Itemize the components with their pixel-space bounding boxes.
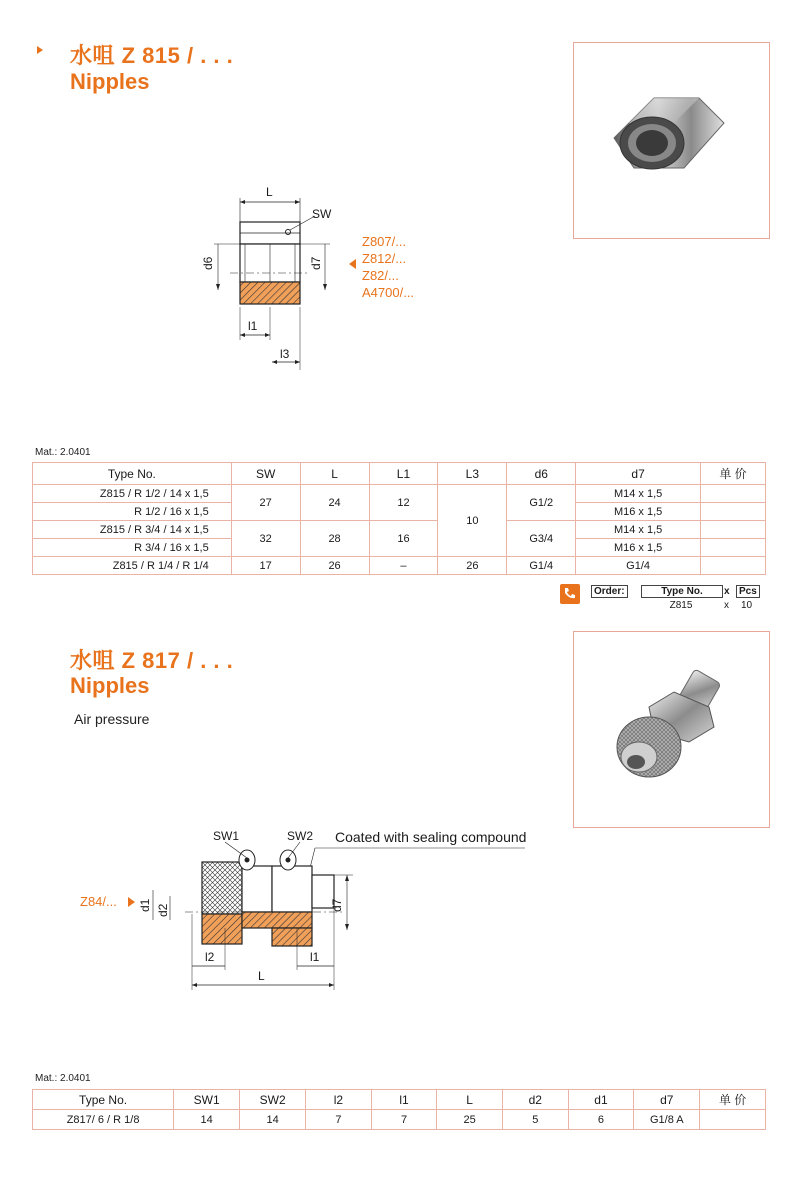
table-row	[33, 485, 766, 503]
ref-item[interactable]: A4700/...	[362, 285, 415, 300]
col-header: L3	[438, 463, 507, 485]
col-header: L	[437, 1090, 503, 1110]
cell-l: 28	[300, 521, 369, 557]
material-note: Mat.: 2.0401	[35, 447, 91, 458]
cell-type: Z815 / R 1/2 / 14 x 1,5	[33, 485, 232, 503]
cell-d7: G1/4	[576, 557, 701, 575]
order-example	[560, 583, 770, 613]
dim-l1-label: l1	[310, 950, 320, 964]
section1-subtitle: Nipples	[70, 69, 150, 94]
cell-l2: 7	[306, 1110, 372, 1130]
cell-price	[700, 1110, 766, 1130]
cell-l3: 10	[438, 485, 507, 557]
table-row	[33, 1110, 766, 1130]
spec-table-z817	[32, 1089, 766, 1130]
ref-arrow-icon	[128, 897, 135, 907]
cell-sw: 17	[231, 557, 300, 575]
spec-table-z815	[32, 462, 766, 575]
col-header: d1	[568, 1090, 634, 1110]
order-pcs-label: Pcs	[736, 585, 760, 598]
dim-d7-label: d7	[309, 256, 323, 270]
cell-sw2: 14	[240, 1110, 306, 1130]
col-header: SW1	[174, 1090, 240, 1110]
dim-l2-label: l2	[205, 950, 215, 964]
cell-l1: 16	[369, 521, 438, 557]
col-header: Type No.	[33, 1090, 174, 1110]
dim-L-label: L	[266, 185, 273, 199]
order-label: Order:	[591, 585, 628, 598]
dim-SW2-label: SW2	[287, 829, 314, 843]
section2-title: 水咀 Z 817 / . . .	[70, 648, 234, 673]
col-header: SW2	[240, 1090, 306, 1110]
cell-price	[701, 485, 766, 503]
cell-price	[701, 539, 766, 557]
phone-order-icon[interactable]	[560, 584, 580, 604]
cell-l1: –	[369, 557, 438, 575]
cell-l: 24	[300, 485, 369, 521]
cell-d1: 6	[568, 1110, 634, 1130]
cross-reference-z84[interactable]: Z84/...	[80, 894, 117, 909]
order-x: x	[724, 600, 729, 611]
order-qty: 10	[741, 600, 753, 611]
section2-subtitle: Nipples	[70, 673, 150, 698]
dim-SW-label: SW	[312, 207, 332, 221]
ref-item[interactable]: Z807/...	[362, 234, 407, 249]
section2-description: Air pressure	[74, 711, 150, 727]
col-header: d6	[507, 463, 576, 485]
cell-price	[701, 521, 766, 539]
cell-d7: M16 x 1,5	[576, 539, 701, 557]
dim-d7-label: d7	[330, 898, 344, 912]
cell-l1: 7	[371, 1110, 437, 1130]
cell-type: R 1/2 / 16 x 1,5	[33, 503, 232, 521]
cell-l1: 12	[369, 485, 438, 521]
cell-price	[701, 503, 766, 521]
cell-l: 26	[300, 557, 369, 575]
cell-sw: 32	[231, 521, 300, 557]
ref-arrow-icon	[349, 259, 356, 269]
cell-L: 25	[437, 1110, 503, 1130]
cell-d6: G1/2	[507, 485, 576, 521]
cell-type: R 3/4 / 16 x 1,5	[33, 539, 232, 557]
col-header: Type No.	[33, 463, 232, 485]
col-header: l1	[371, 1090, 437, 1110]
section1-title: 水咀 Z 815 / . . .	[70, 43, 234, 68]
cell-sw1: 14	[174, 1110, 240, 1130]
dim-d2-label: d2	[156, 903, 170, 917]
col-header: SW	[231, 463, 300, 485]
product-photo-z817	[573, 631, 770, 828]
col-header: 单 价	[701, 463, 766, 485]
cell-type: Z815 / R 3/4 / 14 x 1,5	[33, 521, 232, 539]
section1-marker-icon	[37, 46, 43, 54]
dim-l3-label: l3	[280, 347, 290, 361]
cell-d7: G1/8 A	[634, 1110, 700, 1130]
cell-price	[701, 557, 766, 575]
col-header: L1	[369, 463, 438, 485]
cell-d6: G1/4	[507, 557, 576, 575]
order-type-label: Type No.	[641, 585, 723, 598]
cell-d2: 5	[502, 1110, 568, 1130]
cell-type: Z815 / R 1/4 / R 1/4	[33, 557, 232, 575]
dim-d1-label: d1	[138, 898, 152, 912]
material-note: Mat.: 2.0401	[35, 1073, 91, 1084]
product-photo-z815	[573, 42, 770, 239]
col-header: 单 价	[700, 1090, 766, 1110]
table-row	[33, 521, 766, 539]
ref-item[interactable]: Z812/...	[362, 251, 407, 266]
technical-drawing-z817	[75, 820, 555, 995]
col-header: l2	[306, 1090, 372, 1110]
dim-l1-label: l1	[248, 319, 258, 333]
order-type-value: Z815	[669, 600, 693, 611]
coated-note: Coated with sealing compound	[335, 829, 527, 845]
table-row	[33, 557, 766, 575]
dim-d6-label: d6	[201, 256, 215, 270]
col-header: d7	[634, 1090, 700, 1110]
cell-sw: 27	[231, 485, 300, 521]
cell-d7: M14 x 1,5	[576, 485, 701, 503]
col-header: L	[300, 463, 369, 485]
ref-item[interactable]: Z82/...	[362, 268, 399, 283]
col-header: d2	[502, 1090, 568, 1110]
cross-reference-list	[362, 233, 414, 301]
col-header: d7	[576, 463, 701, 485]
cell-type: Z817/ 6 / R 1/8	[33, 1110, 174, 1130]
cell-d7: M16 x 1,5	[576, 503, 701, 521]
dim-L-label: L	[258, 969, 265, 983]
cell-d7: M14 x 1,5	[576, 521, 701, 539]
order-x: x	[724, 586, 730, 597]
dim-SW1-label: SW1	[213, 829, 240, 843]
cell-d6: G3/4	[507, 521, 576, 557]
cell-l3: 26	[438, 557, 507, 575]
